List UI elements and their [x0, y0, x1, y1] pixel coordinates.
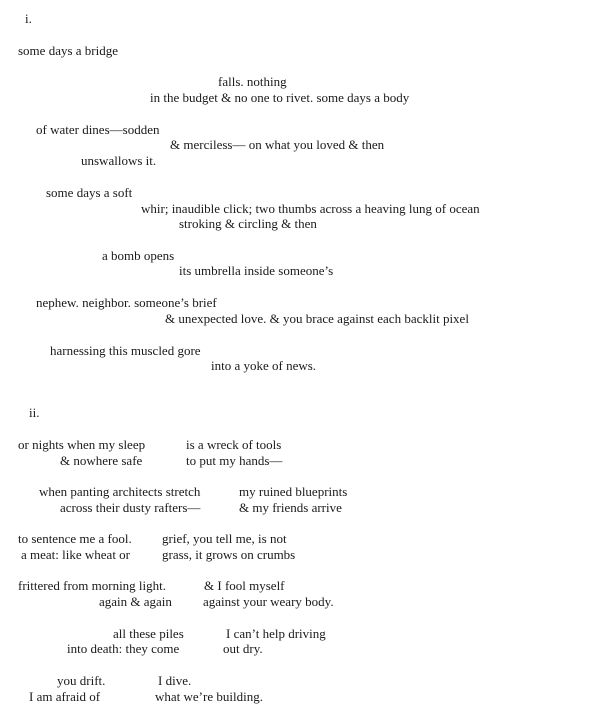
poem-line-right: to put my hands—	[186, 453, 283, 468]
poem-line: its umbrella inside someone’s	[179, 263, 334, 278]
poem-line: & unexpected love. & you brace against each backlit pixel	[165, 311, 469, 326]
poem-line-left: or nights when my sleep	[18, 437, 146, 452]
poem-line-right: is a wreck of tools	[186, 437, 282, 452]
poem-line: of water dines—sodden	[36, 122, 160, 137]
poem-line-left: you drift.	[57, 673, 106, 688]
poem-line-right: I can’t help driving	[226, 626, 326, 641]
poem-line: some days a soft	[46, 185, 133, 200]
poem-line: whir; inaudible click; two thumbs across a heaving lung of ocean	[141, 201, 480, 216]
poem-line-right: grass, it grows on crumbs	[162, 547, 296, 562]
poem-line-right: against your weary body.	[203, 594, 334, 609]
poem-line-right: out dry.	[223, 641, 263, 656]
poem-line-right: what we’re building.	[155, 689, 263, 704]
poem-line-right: & I fool myself	[204, 578, 285, 593]
poem-line: some days a bridge	[18, 43, 119, 58]
poem-line-right: & my friends arrive	[239, 500, 342, 515]
poem-line: & merciless— on what you loved & then	[170, 137, 385, 152]
poem-line-right: my ruined blueprints	[239, 484, 348, 499]
poem-line-right: I dive.	[158, 673, 192, 688]
poem-line-left: I am afraid of	[29, 689, 101, 704]
poem-line-left: when panting architects stretch	[39, 484, 201, 499]
poem-line-left: into death: they come	[67, 641, 180, 656]
section-heading-1: i.	[25, 11, 32, 26]
poem-line-left: across their dusty rafters—	[60, 500, 201, 515]
poem-line-left: a meat: like wheat or	[21, 547, 131, 562]
poem-line: nephew. neighbor. someone’s brief	[36, 295, 217, 310]
poem-line-left: again & again	[99, 594, 172, 609]
poem-line-left: & nowhere safe	[60, 453, 143, 468]
poem-line: unswallows it.	[81, 153, 157, 168]
poem-line-left: all these piles	[113, 626, 184, 641]
poem-line: falls. nothing	[218, 74, 287, 89]
poem-line-left: to sentence me a fool.	[18, 531, 132, 546]
poem-line: in the budget & no one to rivet. some days a body	[150, 90, 410, 105]
poem-line: stroking & circling & then	[179, 216, 317, 231]
poem-line: a bomb opens	[102, 248, 175, 263]
section-heading-2: ii.	[29, 405, 40, 420]
poem-line: into a yoke of news.	[211, 358, 317, 373]
poem-line: harnessing this muscled gore	[50, 343, 201, 358]
poem-line-right: grief, you tell me, is not	[162, 531, 287, 546]
poem-line-left: frittered from morning light.	[18, 578, 167, 593]
